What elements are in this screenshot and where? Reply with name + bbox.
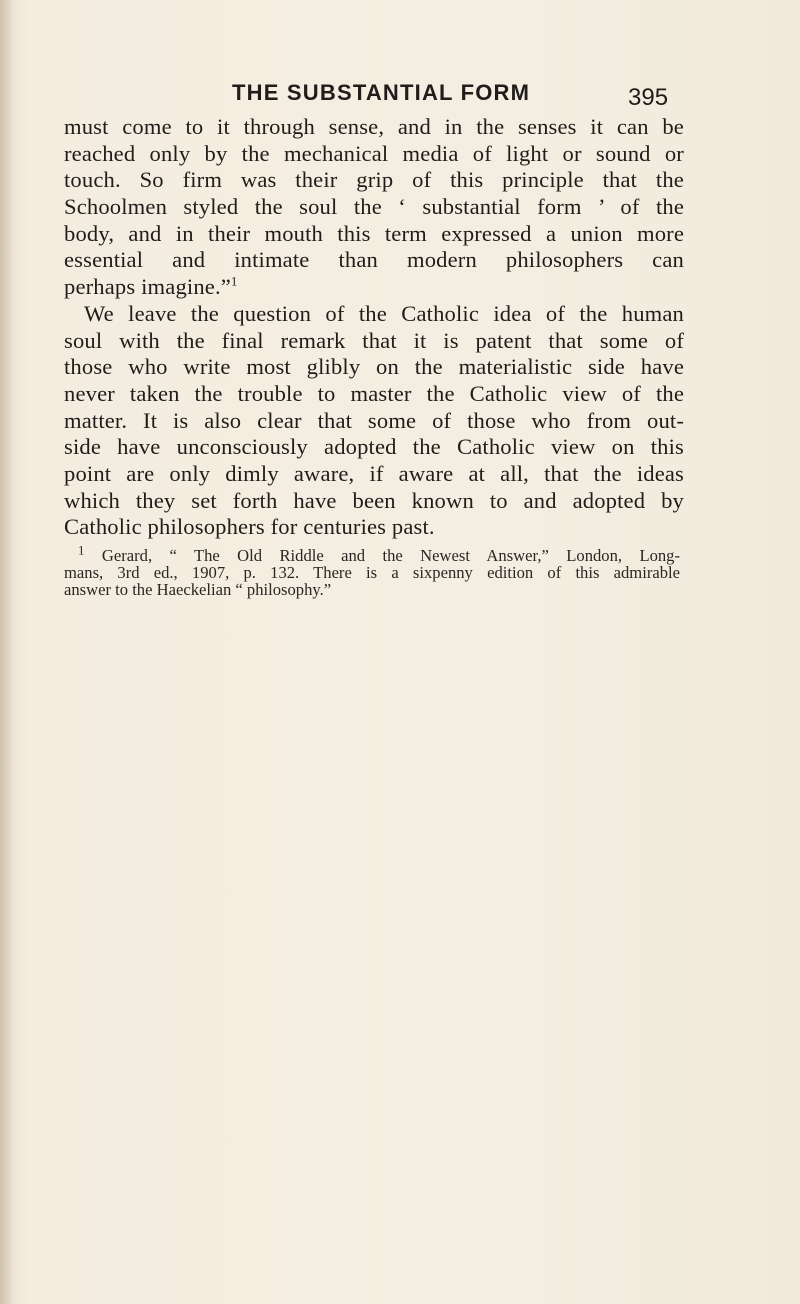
footnote-line: answer to the Haeckelian “ philosophy.” [64, 579, 332, 599]
body-line: essential and intimate than modern philosophers can [64, 247, 684, 273]
body-line: body, and in their mouth this term expressed a union more [64, 220, 684, 246]
body-line: point are only dimly aware, if aware at all, that the ideas [64, 460, 684, 486]
body-line: Schoolmen styled the soul the ‘ substantial form ’ of the [64, 194, 684, 220]
body-line: side have unconsciously adopted the Catholic view on this [64, 434, 684, 460]
body-text [64, 114, 684, 541]
footnote-reference: 1 [230, 273, 238, 289]
body-line: which they set forth have been known to and adopted by [64, 487, 684, 513]
footnote [64, 542, 680, 599]
body-line: soul with the final remark that it is patent that some of [64, 327, 684, 353]
body-line: those who write most glibly on the materialistic side have [64, 354, 684, 380]
body-line: never taken the trouble to master the Catholic view of the [64, 380, 684, 406]
body-line-with-footnote-ref [64, 274, 684, 301]
body-line: reached only by the mechanical media of light or sound or [64, 140, 684, 166]
running-head-title: THE SUBSTANTIAL FORM [232, 80, 531, 105]
body-line: touch. So firm was their grip of this principle that the [64, 167, 684, 193]
page-number: 395 [628, 84, 669, 111]
page-edge-shadow [0, 0, 14, 1304]
body-line: Catholic philosophers for centuries past. [64, 514, 435, 540]
body-line: must come to it through sense, and in the senses it can be [64, 114, 684, 139]
footnote-marker: 1 [78, 542, 85, 558]
paragraph-start-line: We leave the question of the Catholic idea of the human [84, 300, 684, 326]
footnote-line: mans, 3rd ed., 1907, p. 132. There is a sixpenny edition of this admirable [64, 562, 680, 582]
footnote-text: Gerard, “ The Old Riddle and the Newest Answer,” London, Long- [101, 546, 680, 565]
body-line: matter. It is also clear that some of those who from out- [64, 407, 684, 433]
body-line-text: perhaps imagine.” [64, 274, 231, 300]
